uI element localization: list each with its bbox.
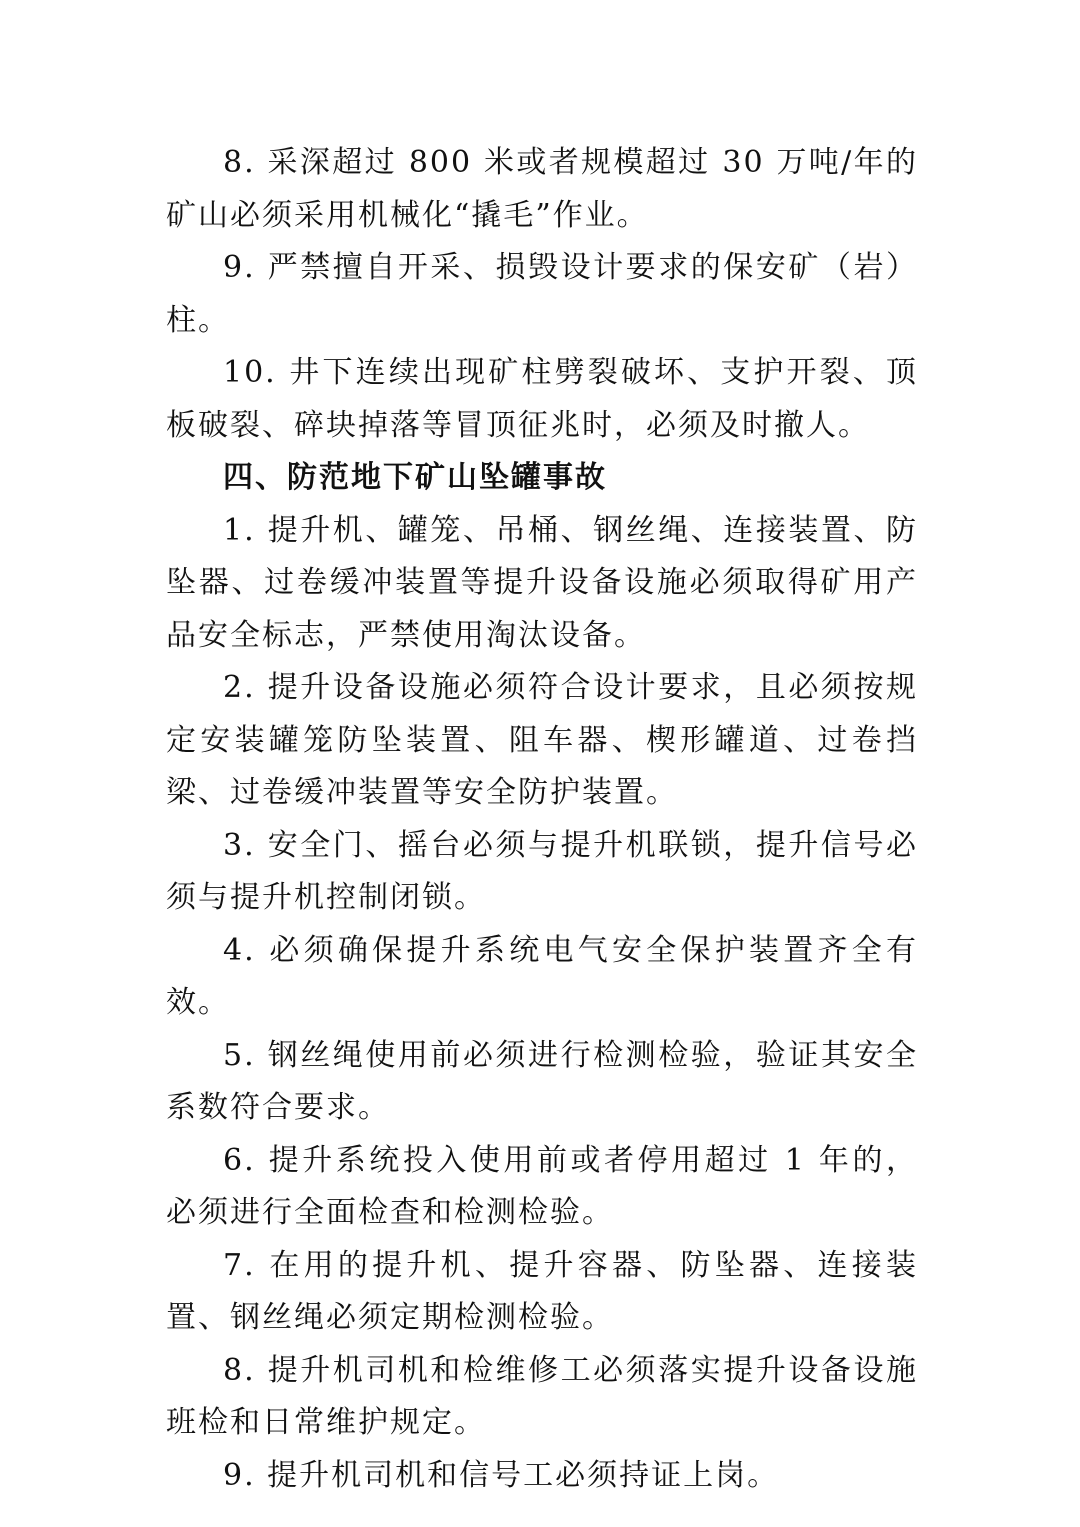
list-item: 7. 在用的提升机、提升容器、防坠器、连接装置、钢丝绳必须定期检测检验。 [166, 1247, 918, 1335]
list-item: 8. 提升机司机和检维修工必须落实提升设备设施班检和日常维护规定。 [166, 1352, 918, 1440]
list-item: 1. 提升机、罐笼、吊桶、钢丝绳、连接装置、防坠器、过卷缓冲装置等提升设备设施必须取得矿用产品安全标志，严禁使用淘汰设备。 [166, 512, 918, 653]
list-item: 8. 采深超过 800 米或者规模超过 30 万吨/年的矿山必须采用机械化“撬毛”作业。 [166, 145, 918, 233]
document-body [166, 137, 918, 1502]
list-item: 4. 必须确保提升系统电气安全保护装置齐全有效。 [166, 932, 918, 1020]
list-item: 10. 井下连续出现矿柱劈裂破坏、支护开裂、顶板破裂、碎块掉落等冒顶征兆时，必须及时撤人。 [166, 355, 918, 443]
list-item: 3. 安全门、摇台必须与提升机联锁，提升信号必须与提升机控制闭锁。 [166, 827, 918, 915]
section-heading: 四、防范地下矿山坠罐事故 [223, 460, 607, 495]
list-item: 6. 提升系统投入使用前或者停用超过 1 年的，必须进行全面检查和检测检验。 [166, 1142, 918, 1230]
list-item: 2. 提升设备设施必须符合设计要求，且必须按规定安装罐笼防坠装置、阻车器、楔形罐道、过卷挡梁、过卷缓冲装置等安全防护装置。 [166, 670, 918, 810]
list-item: 9. 严禁擅自开采、损毁设计要求的保安矿（岩）柱。 [166, 250, 918, 338]
list-item: 5. 钢丝绳使用前必须进行检测检验，验证其安全系数符合要求。 [166, 1037, 918, 1125]
list-item: 9. 提升机司机和信号工必须持证上岗。 [223, 1457, 780, 1493]
